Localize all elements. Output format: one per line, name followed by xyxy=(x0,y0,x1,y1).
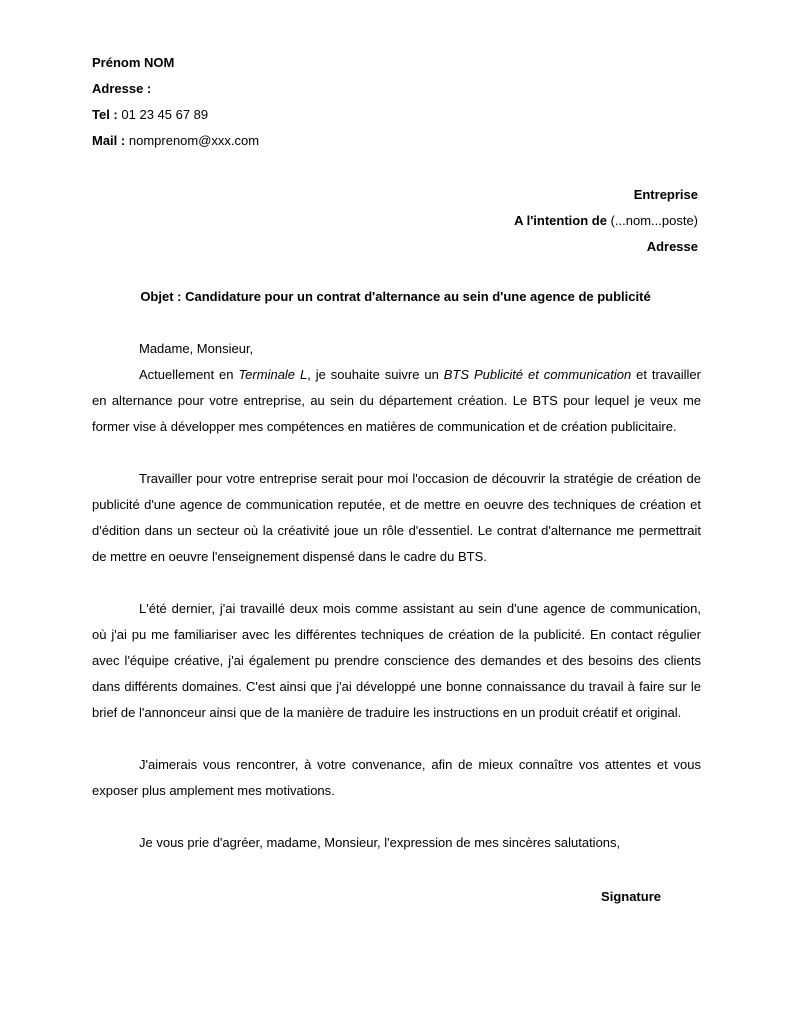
signature: Signature xyxy=(601,889,661,904)
sender-address: Adresse : xyxy=(92,81,152,96)
letter-subject: Objet : Candidature pour un contrat d'alternance au sein d'une agence de publicité xyxy=(140,289,651,304)
paragraph-3: L'été dernier, j'ai travaillé deux mois comme assistant au sein d'une agence de communication, où j'ai pu me familiariser avec les différentes techniques de création de la publicité. En contact régulier avec l'équipe créative, j'ai également pu prendre conscience des demandes et des besoins des clients dans différents domaines. C'est ainsi que j'ai développé une bonne connaissance du travail à faire sur le brief de l'annonceur ainsi que de la manière de traduire les instructions en un produit créatif et original. xyxy=(92,601,701,720)
recipient-company: Entreprise xyxy=(633,187,698,202)
paragraph-1: Actuellement en Terminale L, je souhaite suivre un BTS Publicité et communication et travailler en alternance pour votre entreprise, au sein du département création. Le BTS pour lequel je veux me former vise à développer mes compétences en matières de communication et de création publicitaire. xyxy=(92,367,701,434)
salutation: Madame, Monsieur, xyxy=(139,341,254,356)
sender-tel: Tel : 01 23 45 67 89 xyxy=(92,107,209,122)
closing: Je vous prie d'agréer, madame, Monsieur, l'expression de mes sincères salutations, xyxy=(139,835,621,850)
sender-tel-value: 01 23 45 67 89 xyxy=(121,107,209,122)
letter-body xyxy=(92,336,701,856)
sender-block xyxy=(92,50,492,154)
recipient-block xyxy=(298,182,698,260)
recipient-attention-value: (...nom...poste) xyxy=(610,213,698,228)
sender-mail: Mail : nomprenom@xxx.com xyxy=(92,133,260,148)
paragraph-4: J'aimerais vous rencontrer, à votre convenance, afin de mieux connaître vos attentes et vous exposer plus amplement mes motivations. xyxy=(92,757,701,798)
sender-mail-value: nomprenom@xxx.com xyxy=(128,133,260,148)
sender-name: Prénom NOM xyxy=(92,55,175,70)
paragraph-2: Travailler pour votre entreprise serait pour moi l'occasion de découvrir la stratégie de création de publicité d'une agence de communication reputée, et de mettre en oeuvre des techniques de création et d'édition dans un secteur où la créativité joue un rôle d'essentiel. Le contrat d'alternance me permettrait de mettre en oeuvre l'enseignement dispensé dans le cadre du BTS. xyxy=(92,471,701,564)
recipient-attention: A l'intention de (...nom...poste) xyxy=(514,213,698,228)
recipient-address: Adresse xyxy=(646,239,698,254)
